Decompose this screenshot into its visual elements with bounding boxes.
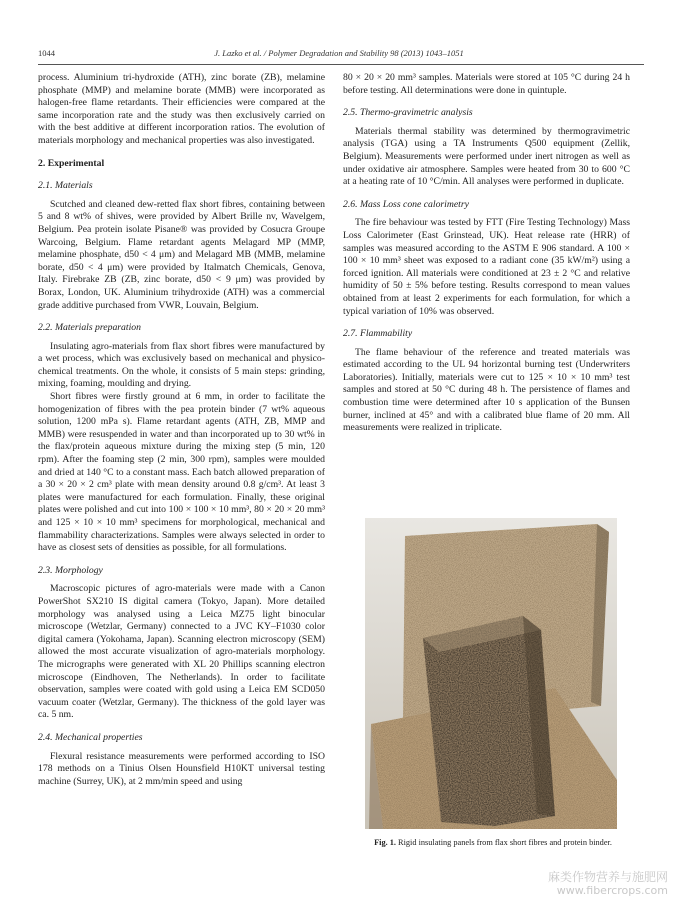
flammability-paragraph: The flame behaviour of the reference and treated materials was estimated according to the UL 94 horizontal burning test (Underwriters Laboratories). Initially, materials were cut to 125 × 10 × 10 mm³ test samples and stored at 50 °C during 48 h. The persistence of flames and combustion time were determined after 10 s application of the Bunsen burner, inclined at 45° and with a calibrated blue flame of 20 mm. All measurements were realized in triplicate. (343, 346, 630, 434)
figure-photo (365, 518, 617, 829)
figure-label: Fig. 1. (374, 838, 396, 847)
subsection-heading-cone: 2.6. Mass Loss cone calorimetry (343, 198, 469, 210)
preparation-paragraph-2: Short fibres were firstly ground at 6 mm, in order to facilitate the homogenization of fibres with the pea protein binder (7 wt% aqueous solution, 1200 mPa s). Flame retardant agents (ATH, ZB, MMP and MMB) were resuspended in water and than incorporated up to 30 wt% in the flax/protein aqueous mixture during the mixing step (5 min, 120 rpm). After the foaming step (2 min, 300 rpm), samples were moulded and dried at 140 °C to a constant mass. Each batch allowed preparation of a 30 × 20 × 2 cm³ plate with mean density around 0.8 g/cm³. At least 3 plates were manufactured for each formulation. Finally, these original plates were polished and cut into 100 × 100 × 10 mm³, 80 × 20 × 20 mm³ and 125 × 10 × 10 mm³ specimens for morphological, mechanical and flammability characterizations. Samples were always selected in order to have as closest sets of densities as possible, for all formulations. (38, 391, 325, 554)
preparation-paragraph-1: Insulating agro-materials from flax short fibres were manufactured by a wet process, which was exclusively based on mechanical and physico-chemical treatments. On the whole, it consists of 5 main steps: grinding, mixing, foaming, moulding and drying. (38, 340, 325, 390)
watermark (548, 871, 668, 897)
page-number: 1044 (38, 48, 55, 58)
section-heading-experimental: 2. Experimental (38, 157, 105, 169)
right-column (343, 72, 630, 435)
front-panel (423, 616, 555, 826)
subsection-heading-morphology: 2.3. Morphology (38, 564, 103, 576)
tga-paragraph: Materials thermal stability was determined by thermogravimetric analysis (TGA) using a TA Instruments Q500 equipment (Zellik, Belgium). Measurements were performed under inert nitrogen as well as under oxidative air atmosphere. Samples were heated from 30 to 600 °C at a heating rate of 10 °C/min. All analyses were performed in duplicate. (343, 125, 630, 188)
watermark-title: 麻类作物营养与施肥网 (547, 870, 668, 884)
subsection-heading-tga: 2.5. Thermo-gravimetric analysis (343, 107, 473, 119)
journal-citation: J. Lazko et al. / Polymer Degradation and Stability 98 (2013) 1043–1051 (214, 48, 464, 58)
figure-caption-text: Rigid insulating panels from flax short fibres and protein binder. (395, 838, 612, 847)
mechanical-continuation: 80 × 20 × 20 mm³ samples. Materials were stored at 105 °C during 24 h before testing. All determinations were done in quintuple. (343, 72, 630, 96)
figure-caption (343, 838, 643, 847)
mechanical-paragraph: Flexural resistance measurements were performed according to ISO 178 methods on a Tinius Olsen Hounsfield H10KT universal testing machine (Surrey, UK), at 2 mm/min speed and using (38, 750, 325, 787)
watermark-url: www.fibercrops.com (556, 884, 668, 897)
header-rule (38, 64, 644, 65)
materials-paragraph: Scutched and cleaned dew-retted flax short fibres, containing between 5 and 8 wt% of shives, were provided by Albert Brille nv, Wavelgem, Belgium. Pea protein isolate Pisane® was provided by Cosucra Groupe Warcoing, Belgium. Flame retardant agents Melagard MP (MMP, melamine phosphate, d50 < 4 μm) and Melagard MB (MMB, melamine borate, d50 < 4 μm) were provided by Italmatch Chemicals, Genova, Italy. Firebrake ZB (ZB, zinc borate, d50 < 9 μm) was provided by Borax, London, UK. Aluminium trihydroxide (ATH) was a commercial grade additive purchased from VWR, Louvain, Belgium. (38, 198, 325, 311)
cone-paragraph: The fire behaviour was tested by FTT (Fire Testing Technology) Mass Loss Calorimeter (East Grinstead, UK). Heat release rate (HRR) of samples was measured according to the ASTM E 906 standard. A 100 × 100 × 10 mm³ sheet was exposed to a radiant cone (35 kW/m²) using a forced ignition. All materials were conditioned at 23 ± 2 °C and relative humidity of 50 ± 5% before testing. Results correspond to mean values obtained from at least 2 experiments for each formulation, for which a typical variation of 10% was observed. (343, 217, 630, 317)
morphology-paragraph: Macroscopic pictures of agro-materials were made with a Canon PowerShot SX210 IS digital camera (Tokyo, Japan). More detailed morphology was analysed using a Leica MZ75 light binocular microscope (Wetzlar, Germany) connected to a JVC KY–F1030 color digital camera (Yokohama, Japan). Scanning electron microscopy (SEM) allowed the most accurate visualization of agro-materials morphology. The micrographs were generated with XL 20 Phillips scanning electron microscope (Eindhoven, The Netherlands). In order to facilitate observation, samples were coated with gold using a Leica EM SCD050 vacuum coater (Wetzlar, Germany). The thickness of the gold layer was ca. 5 nm. (38, 583, 325, 721)
subsection-heading-flammability: 2.7. Flammability (343, 328, 413, 340)
subsection-heading-materials: 2.1. Materials (38, 180, 93, 192)
subsection-heading-preparation: 2.2. Materials preparation (38, 322, 141, 334)
running-header (38, 48, 640, 62)
left-column (38, 72, 325, 788)
intro-paragraph: process. Aluminium tri-hydroxide (ATH), zinc borate (ZB), melamine phosphate (MMP) and melamine borate (MMB) were incorporated as halogen-free flame retardants. Their efficiencies were compared at the same incorporation rate and the study was then exclusively carried on with the best additive at different incorporation ratios. The evolution of materials morphology and mechanical properties was also investigated. (38, 72, 325, 146)
subsection-heading-mechanical: 2.4. Mechanical properties (38, 731, 143, 743)
